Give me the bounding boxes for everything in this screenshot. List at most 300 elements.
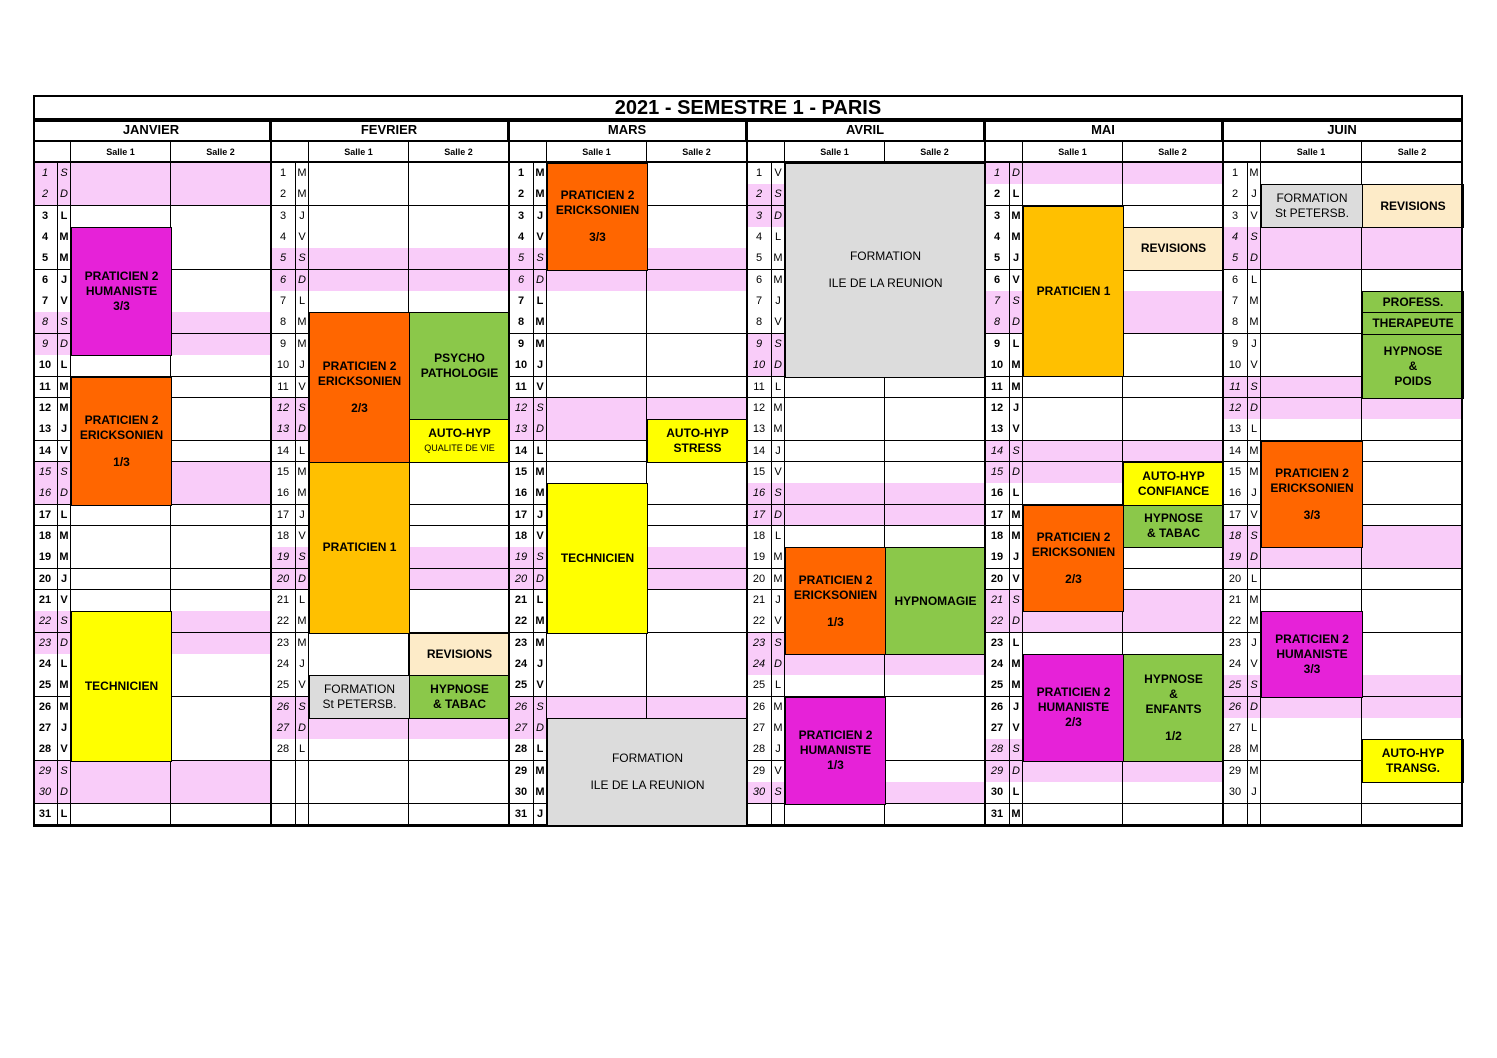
room-cell-salle-1[interactable] <box>71 505 171 527</box>
room-cell-salle-2[interactable] <box>171 398 271 420</box>
room-cell-salle-1[interactable] <box>1023 163 1123 185</box>
room-cell-salle-1[interactable] <box>71 590 171 612</box>
room-cell-salle-2[interactable] <box>1123 633 1223 655</box>
day-letter: J <box>296 654 309 676</box>
room-cell-salle-2[interactable] <box>885 526 985 548</box>
room-cell-salle-2[interactable] <box>171 334 271 356</box>
room-cell-salle-1[interactable] <box>309 739 409 761</box>
session-block[interactable] <box>785 697 886 805</box>
room-cell-salle-2[interactable] <box>171 654 271 676</box>
room-cell-salle-2[interactable] <box>1123 355 1223 377</box>
room-cell-salle-1[interactable] <box>1261 248 1362 270</box>
room-cell-salle-2[interactable] <box>171 675 271 697</box>
session-block[interactable] <box>71 227 172 356</box>
room-cell-salle-2[interactable] <box>171 739 271 761</box>
room-cell-salle-2[interactable] <box>171 419 271 441</box>
room-cell-salle-1[interactable] <box>71 184 171 206</box>
room-cell-salle-1[interactable] <box>309 291 409 313</box>
room-cell-salle-2[interactable] <box>1123 441 1223 463</box>
session-block[interactable] <box>1023 654 1124 762</box>
room-cell-salle-2[interactable] <box>171 590 271 612</box>
day-letter: M <box>1010 206 1023 228</box>
day-number: 6 <box>509 270 534 292</box>
room-cell-salle-2[interactable] <box>1123 270 1223 292</box>
session-block[interactable] <box>1123 227 1224 271</box>
room-cell-salle-1[interactable] <box>1261 739 1362 761</box>
room-cell-salle-1[interactable] <box>71 782 171 804</box>
room-cell-salle-1[interactable] <box>1023 462 1123 484</box>
room-cell-salle-2[interactable] <box>1362 633 1463 655</box>
day-number: 7 <box>509 291 534 313</box>
room-cell-salle-2[interactable] <box>1362 697 1463 719</box>
room-cell-salle-2[interactable] <box>885 675 985 697</box>
room-cell-salle-2[interactable] <box>171 355 271 377</box>
day-number: 22 <box>1223 611 1248 633</box>
room-cell-salle-2[interactable] <box>409 270 509 292</box>
session-block[interactable] <box>547 483 648 633</box>
day-number: 10 <box>1223 355 1248 377</box>
room-cell-salle-2[interactable] <box>409 163 509 185</box>
session-block[interactable] <box>1362 291 1464 313</box>
room-cell-salle-1[interactable] <box>1023 419 1123 441</box>
room-cell-salle-2[interactable] <box>171 377 271 399</box>
room-cell-salle-2[interactable] <box>885 697 985 719</box>
month-separator <box>746 120 748 827</box>
room-cell-salle-2[interactable] <box>1123 611 1223 633</box>
room-cell-salle-2[interactable] <box>1123 377 1223 399</box>
session-block[interactable] <box>409 312 510 420</box>
room-cell-salle-2[interactable] <box>171 611 271 633</box>
room-cell-salle-1[interactable] <box>309 633 409 655</box>
session-block[interactable] <box>309 462 410 634</box>
room-cell-salle-2[interactable] <box>1362 526 1463 548</box>
room-cell-salle-2[interactable] <box>647 483 747 505</box>
session-block[interactable] <box>1261 441 1363 549</box>
room-cell-salle-2[interactable] <box>885 761 985 783</box>
room-cell-salle-2[interactable] <box>1362 441 1463 463</box>
room-cell-salle-2[interactable] <box>647 547 747 569</box>
room-cell-salle-1[interactable] <box>547 398 647 420</box>
room-cell-salle-1[interactable] <box>1261 804 1362 826</box>
room-cell-salle-1[interactable] <box>309 270 409 292</box>
room-cell-salle-2[interactable] <box>1362 569 1463 591</box>
room-cell-salle-2[interactable] <box>1362 270 1463 292</box>
room-cell-salle-2[interactable] <box>409 291 509 313</box>
room-cell-salle-2[interactable] <box>171 547 271 569</box>
room-cell-salle-2[interactable] <box>1123 419 1223 441</box>
room-cell-salle-1[interactable] <box>785 441 885 463</box>
room-cell-salle-2[interactable] <box>1362 718 1463 740</box>
room-cell-salle-2[interactable] <box>1362 227 1463 249</box>
room-cell-salle-2[interactable] <box>171 633 271 655</box>
day-number: 2 <box>271 184 296 206</box>
session-block[interactable] <box>71 377 172 506</box>
room-cell-salle-1[interactable] <box>785 483 885 505</box>
room-cell-salle-2[interactable] <box>885 419 985 441</box>
session-block[interactable] <box>1362 334 1464 399</box>
session-label: PRATICIEN 2 <box>84 412 159 427</box>
day-letter: L <box>772 675 785 697</box>
session-block[interactable] <box>1362 184 1464 228</box>
room-header-salle-2: Salle 2 <box>1362 142 1463 163</box>
room-cell-salle-2[interactable] <box>409 505 509 527</box>
room-cell-salle-2[interactable] <box>647 526 747 548</box>
room-cell-salle-2[interactable] <box>1362 590 1463 612</box>
day-letter: M <box>772 419 785 441</box>
day-letter: M <box>1010 505 1023 527</box>
day-letter: L <box>772 526 785 548</box>
room-cell-salle-2[interactable] <box>647 611 747 633</box>
session-label: FORMATION <box>1276 191 1348 206</box>
room-cell-salle-1[interactable] <box>1023 441 1123 463</box>
room-cell-salle-1[interactable] <box>309 761 409 783</box>
room-cell-salle-1[interactable] <box>785 398 885 420</box>
day-letter: L <box>296 291 309 313</box>
room-cell-salle-2[interactable] <box>885 462 985 484</box>
month-header-avril: AVRIL <box>747 120 985 142</box>
room-cell-salle-2[interactable] <box>171 526 271 548</box>
day-letter: S <box>58 611 71 633</box>
room-cell-salle-2[interactable] <box>171 804 271 826</box>
day-letter: M <box>296 633 309 655</box>
room-cell-salle-2[interactable] <box>1362 248 1463 270</box>
room-cell-salle-2[interactable] <box>885 505 985 527</box>
room-cell-salle-2[interactable] <box>885 441 985 463</box>
session-label: REVISIONS <box>426 647 493 662</box>
day-letter: M <box>1248 291 1261 313</box>
room-cell-salle-1[interactable] <box>309 184 409 206</box>
day-letter <box>296 761 309 783</box>
room-cell-salle-2[interactable] <box>171 462 271 484</box>
room-cell-salle-1[interactable] <box>309 718 409 740</box>
session-label: PRATICIEN 2 <box>84 269 159 284</box>
room-cell-salle-1[interactable] <box>1261 355 1362 377</box>
room-cell-salle-1[interactable] <box>1261 782 1362 804</box>
room-cell-salle-2[interactable] <box>647 569 747 591</box>
room-cell-salle-2[interactable] <box>647 270 747 292</box>
room-cell-salle-2[interactable] <box>171 441 271 463</box>
room-cell-salle-1[interactable] <box>1261 163 1362 185</box>
room-cell-salle-1[interactable] <box>309 206 409 228</box>
room-cell-salle-2[interactable] <box>1362 804 1463 826</box>
room-cell-salle-2[interactable] <box>409 739 509 761</box>
session-block[interactable] <box>1023 505 1124 613</box>
room-cell-salle-2[interactable] <box>647 462 747 484</box>
room-cell-salle-1[interactable] <box>1261 377 1362 399</box>
room-cell-salle-1[interactable] <box>547 654 647 676</box>
room-cell-salle-2[interactable] <box>647 590 747 612</box>
room-cell-salle-2[interactable] <box>409 227 509 249</box>
room-cell-salle-1[interactable] <box>785 419 885 441</box>
session-block[interactable] <box>647 419 748 463</box>
room-cell-salle-1[interactable] <box>1261 718 1362 740</box>
session-label: 3/3 <box>113 299 130 314</box>
day-number: 31 <box>509 804 534 826</box>
day-letter: M <box>772 569 785 591</box>
room-cell-salle-2[interactable] <box>171 270 271 292</box>
room-cell-salle-2[interactable] <box>1362 462 1463 484</box>
day-letter: D <box>58 483 71 505</box>
room-cell-salle-1[interactable] <box>1023 804 1123 826</box>
day-number: 30 <box>747 782 772 804</box>
day-number: 5 <box>747 248 772 270</box>
room-cell-salle-2[interactable] <box>885 739 985 761</box>
room-cell-salle-2[interactable] <box>1123 569 1223 591</box>
room-cell-salle-2[interactable] <box>171 483 271 505</box>
room-cell-salle-1[interactable] <box>1261 590 1362 612</box>
room-cell-salle-2[interactable] <box>409 590 509 612</box>
room-cell-salle-2[interactable] <box>1123 547 1223 569</box>
room-cell-salle-2[interactable] <box>647 675 747 697</box>
room-cell-salle-2[interactable] <box>885 654 985 676</box>
room-cell-salle-1[interactable] <box>785 377 885 399</box>
room-cell-salle-2[interactable] <box>647 633 747 655</box>
room-cell-salle-2[interactable] <box>409 483 509 505</box>
room-cell-salle-1[interactable] <box>547 312 647 334</box>
room-cell-salle-2[interactable] <box>885 398 985 420</box>
room-cell-salle-1[interactable] <box>1261 419 1362 441</box>
room-cell-salle-1[interactable] <box>1023 184 1123 206</box>
room-cell-salle-1[interactable] <box>547 355 647 377</box>
room-cell-salle-2[interactable] <box>1123 590 1223 612</box>
room-cell-salle-2[interactable] <box>171 184 271 206</box>
room-cell-salle-1[interactable] <box>547 441 647 463</box>
room-cell-salle-2[interactable] <box>171 718 271 740</box>
room-cell-salle-2[interactable] <box>1362 163 1463 185</box>
room-cell-salle-2[interactable] <box>1362 483 1463 505</box>
room-cell-salle-2[interactable] <box>1362 419 1463 441</box>
day-letter: L <box>296 441 309 463</box>
room-cell-salle-2[interactable] <box>647 163 747 185</box>
room-cell-salle-2[interactable] <box>409 184 509 206</box>
room-cell-salle-2[interactable] <box>647 312 747 334</box>
room-cell-salle-2[interactable] <box>171 697 271 719</box>
session-block[interactable] <box>1261 184 1363 228</box>
day-number: 20 <box>747 569 772 591</box>
room-cell-salle-1[interactable] <box>547 419 647 441</box>
room-cell-salle-1[interactable] <box>1023 483 1123 505</box>
session-block[interactable] <box>547 163 648 271</box>
room-cell-salle-1[interactable] <box>1023 633 1123 655</box>
room-cell-salle-2[interactable] <box>885 483 985 505</box>
session-block[interactable] <box>1123 505 1224 549</box>
session-block[interactable] <box>71 611 172 761</box>
room-cell-salle-1[interactable] <box>71 547 171 569</box>
room-cell-salle-1[interactable] <box>71 526 171 548</box>
day-number: 27 <box>33 718 58 740</box>
session-label: FORMATION <box>323 682 396 697</box>
room-cell-salle-2[interactable] <box>409 569 509 591</box>
day-letter: V <box>296 526 309 548</box>
room-cell-salle-1[interactable] <box>309 654 409 676</box>
room-cell-salle-2[interactable] <box>647 184 747 206</box>
room-cell-salle-2[interactable] <box>647 505 747 527</box>
calendar-sheet <box>33 95 1463 827</box>
session-block[interactable] <box>785 163 986 378</box>
room-cell-salle-2[interactable] <box>1123 334 1223 356</box>
room-cell-salle-2[interactable] <box>885 718 985 740</box>
day-number: 21 <box>271 590 296 612</box>
room-cell-salle-1[interactable] <box>1261 312 1362 334</box>
session-block[interactable] <box>409 633 510 677</box>
room-cell-salle-1[interactable] <box>547 291 647 313</box>
room-cell-salle-2[interactable] <box>1362 611 1463 633</box>
room-cell-salle-1[interactable] <box>1023 782 1123 804</box>
room-cell-salle-1[interactable] <box>1023 398 1123 420</box>
room-cell-salle-1[interactable] <box>785 675 885 697</box>
room-cell-salle-2[interactable] <box>171 291 271 313</box>
session-block[interactable] <box>1362 312 1464 334</box>
room-cell-salle-1[interactable] <box>1261 227 1362 249</box>
day-number: 28 <box>985 739 1010 761</box>
room-cell-salle-2[interactable] <box>647 291 747 313</box>
room-cell-salle-1[interactable] <box>1023 611 1123 633</box>
room-cell-salle-2[interactable] <box>171 505 271 527</box>
room-cell-salle-1[interactable] <box>785 804 885 826</box>
room-cell-salle-2[interactable] <box>409 611 509 633</box>
room-cell-salle-2[interactable] <box>647 377 747 399</box>
room-cell-salle-1[interactable] <box>309 227 409 249</box>
room-cell-salle-2[interactable] <box>1123 291 1223 313</box>
session-block[interactable] <box>409 419 510 463</box>
day-letter: D <box>58 334 71 356</box>
day-number: 6 <box>1223 270 1248 292</box>
day-letter: J <box>534 505 547 527</box>
room-cell-salle-1[interactable] <box>1261 569 1362 591</box>
day-number: 14 <box>747 441 772 463</box>
session-block[interactable] <box>1261 611 1363 697</box>
room-cell-salle-2[interactable] <box>1123 398 1223 420</box>
room-cell-salle-1[interactable] <box>1261 398 1362 420</box>
room-cell-salle-2[interactable] <box>1362 547 1463 569</box>
session-block[interactable] <box>885 547 986 655</box>
room-cell-salle-2[interactable] <box>409 462 509 484</box>
session-block[interactable] <box>1362 739 1464 783</box>
room-cell-salle-2[interactable] <box>409 782 509 804</box>
day-letter: L <box>58 355 71 377</box>
day-letter: M <box>1010 377 1023 399</box>
room-cell-salle-1[interactable] <box>71 355 171 377</box>
session-block[interactable] <box>309 312 410 462</box>
day-letter: M <box>58 526 71 548</box>
day-number: 23 <box>1223 633 1248 655</box>
room-cell-salle-1[interactable] <box>71 761 171 783</box>
room-cell-salle-1[interactable] <box>785 462 885 484</box>
room-cell-salle-1[interactable] <box>547 377 647 399</box>
room-cell-salle-2[interactable] <box>885 804 985 826</box>
room-cell-salle-2[interactable] <box>647 334 747 356</box>
session-block[interactable] <box>409 675 510 719</box>
room-cell-salle-2[interactable] <box>409 718 509 740</box>
session-block[interactable] <box>785 547 886 655</box>
room-cell-salle-1[interactable] <box>547 334 647 356</box>
room-cell-salle-1[interactable] <box>71 569 171 591</box>
room-cell-salle-2[interactable] <box>1123 782 1223 804</box>
room-cell-salle-1[interactable] <box>1261 291 1362 313</box>
room-cell-salle-1[interactable] <box>1261 334 1362 356</box>
session-block[interactable] <box>1123 462 1224 506</box>
room-cell-salle-2[interactable] <box>1123 184 1223 206</box>
room-cell-salle-1[interactable] <box>1261 547 1362 569</box>
session-block[interactable] <box>547 718 748 826</box>
room-cell-salle-2[interactable] <box>171 761 271 783</box>
room-cell-salle-1[interactable] <box>1023 761 1123 783</box>
room-cell-salle-1[interactable] <box>71 163 171 185</box>
room-cell-salle-2[interactable] <box>647 355 747 377</box>
room-cell-salle-1[interactable] <box>1261 761 1362 783</box>
room-cell-salle-1[interactable] <box>785 505 885 527</box>
room-cell-salle-2[interactable] <box>1362 675 1463 697</box>
room-cell-salle-1[interactable] <box>1261 697 1362 719</box>
room-cell-salle-1[interactable] <box>309 248 409 270</box>
room-cell-salle-2[interactable] <box>1123 163 1223 185</box>
room-cell-salle-1[interactable] <box>309 804 409 826</box>
room-cell-salle-1[interactable] <box>71 804 171 826</box>
session-block[interactable] <box>309 675 410 719</box>
room-cell-salle-1[interactable] <box>309 782 409 804</box>
room-cell-salle-2[interactable] <box>171 248 271 270</box>
room-cell-salle-2[interactable] <box>647 206 747 228</box>
room-cell-salle-2[interactable] <box>647 697 747 719</box>
room-cell-salle-2[interactable] <box>171 206 271 228</box>
room-cell-salle-1[interactable] <box>547 270 647 292</box>
day-letter: M <box>1248 739 1261 761</box>
room-cell-salle-1[interactable] <box>785 654 885 676</box>
room-cell-salle-2[interactable] <box>1362 505 1463 527</box>
room-cell-salle-2[interactable] <box>1123 206 1223 228</box>
room-cell-salle-2[interactable] <box>647 248 747 270</box>
room-cell-salle-1[interactable] <box>547 697 647 719</box>
room-cell-salle-2[interactable] <box>171 312 271 334</box>
room-cell-salle-2[interactable] <box>409 804 509 826</box>
room-cell-salle-2[interactable] <box>1362 782 1463 804</box>
room-cell-salle-2[interactable] <box>1123 804 1223 826</box>
room-cell-salle-2[interactable] <box>409 526 509 548</box>
day-number: 27 <box>747 718 772 740</box>
room-cell-salle-2[interactable] <box>171 782 271 804</box>
room-cell-salle-2[interactable] <box>885 377 985 399</box>
room-cell-salle-2[interactable] <box>171 227 271 249</box>
day-number: 30 <box>509 782 534 804</box>
room-cell-salle-2[interactable] <box>409 547 509 569</box>
room-cell-salle-1[interactable] <box>547 633 647 655</box>
room-cell-salle-1[interactable] <box>1261 270 1362 292</box>
room-cell-salle-2[interactable] <box>1362 398 1463 420</box>
room-cell-salle-2[interactable] <box>1123 312 1223 334</box>
room-cell-salle-2[interactable] <box>409 206 509 228</box>
room-cell-salle-2[interactable] <box>1362 654 1463 676</box>
room-cell-salle-2[interactable] <box>1123 761 1223 783</box>
room-cell-salle-2[interactable] <box>409 248 509 270</box>
room-cell-salle-1[interactable] <box>309 163 409 185</box>
room-cell-salle-2[interactable] <box>647 398 747 420</box>
room-cell-salle-1[interactable] <box>1023 377 1123 399</box>
room-cell-salle-1[interactable] <box>547 675 647 697</box>
room-cell-salle-2[interactable] <box>171 163 271 185</box>
session-block[interactable] <box>1123 654 1224 762</box>
room-cell-salle-2[interactable] <box>647 654 747 676</box>
room-header-salle-1: Salle 1 <box>71 142 171 163</box>
day-letter: S <box>1248 675 1261 697</box>
session-block[interactable] <box>1023 206 1124 378</box>
room-cell-salle-2[interactable] <box>885 782 985 804</box>
room-cell-salle-2[interactable] <box>647 227 747 249</box>
room-cell-salle-2[interactable] <box>409 761 509 783</box>
room-cell-salle-2[interactable] <box>171 569 271 591</box>
room-cell-salle-1[interactable] <box>785 526 885 548</box>
room-cell-salle-1[interactable] <box>71 206 171 228</box>
room-cell-salle-1[interactable] <box>547 462 647 484</box>
